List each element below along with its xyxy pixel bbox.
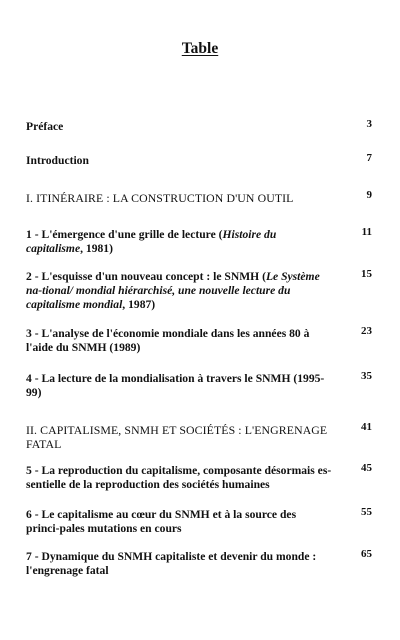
toc-entry-label-main: 2 - L'esquisse d'un nouveau concept : le SNMH ( [26,270,266,283]
toc-entry-chapter-6 [26,508,372,536]
toc-entry-chapter-4 [26,372,372,400]
toc-entry-chapter-3 [26,327,372,355]
toc-entry-label [26,270,332,313]
toc-section-label: II. CAPITALISME, SNMH ET SOCIÉTÉS : L'ENGRENAGE FATAL [26,423,328,452]
toc-entry-label: 5 - La reproduction du capitalisme, composante désormais es-sentielle de la reproduction des sociétés humaines [26,464,332,492]
toc-entry-page: 9 [366,189,372,201]
toc-entry-page: 45 [361,462,372,474]
toc-entry-page: 41 [361,421,372,433]
toc-entry-label: Introduction [26,154,89,167]
toc-entry-chapter-1 [26,228,372,256]
toc-entry-label: 4 - La lecture de la mondialisation à travers le SNMH (1995-99) [26,372,325,400]
toc-entry-page: 35 [361,370,372,382]
toc-entry-introduction [26,154,372,168]
toc-entry-page: 65 [361,548,372,560]
toc-entry-label-tail: , 1987) [122,298,156,312]
toc-entry-page: 11 [361,226,372,238]
toc-entry-label: 7 - Dynamique du SNMH capitaliste et devenir du monde : l'engrenage fatal [26,550,317,578]
toc-entry-page: 7 [366,152,372,164]
toc-entry-chapter-7 [26,550,372,578]
toc-entry-book-title: Le Système na-tional/ mondial hiérarchisé, une nouvelle lecture du capitalisme mondial [26,270,320,312]
toc-entry-label-tail: , 1981) [80,242,113,256]
page-title: Table [181,40,219,57]
toc-entry-chapter-2 [26,270,372,313]
toc-entry-label: Préface [26,120,64,133]
toc-entry-page: 23 [361,325,372,337]
toc-entry-label: 3 - L'analyse de l'économie mondiale dans les années 80 à l'aide du SNMH (1989) [26,327,310,355]
toc-entry-label [26,228,332,256]
toc-entry-label-main: 1 - L'émergence d'une grille de lecture ( [26,228,223,241]
toc-entry-book-title: Histoire du capitalisme [26,228,277,256]
toc-entry-page: 55 [361,506,372,518]
toc-entry-chapter-5 [26,464,372,492]
toc-section-2 [26,423,372,451]
toc-entry-preface [26,120,372,134]
toc-section-1 [26,191,372,205]
toc-entry-page: 3 [366,118,372,130]
toc-section-label: I. ITINÉRAIRE : LA CONSTRUCTION D'UN OUTIL [26,191,294,205]
toc-entry-page: 15 [361,268,372,280]
toc-entry-label: 6 - Le capitalisme au cœur du SNMH et à la source des princi-pales mutations en cours [26,508,297,536]
